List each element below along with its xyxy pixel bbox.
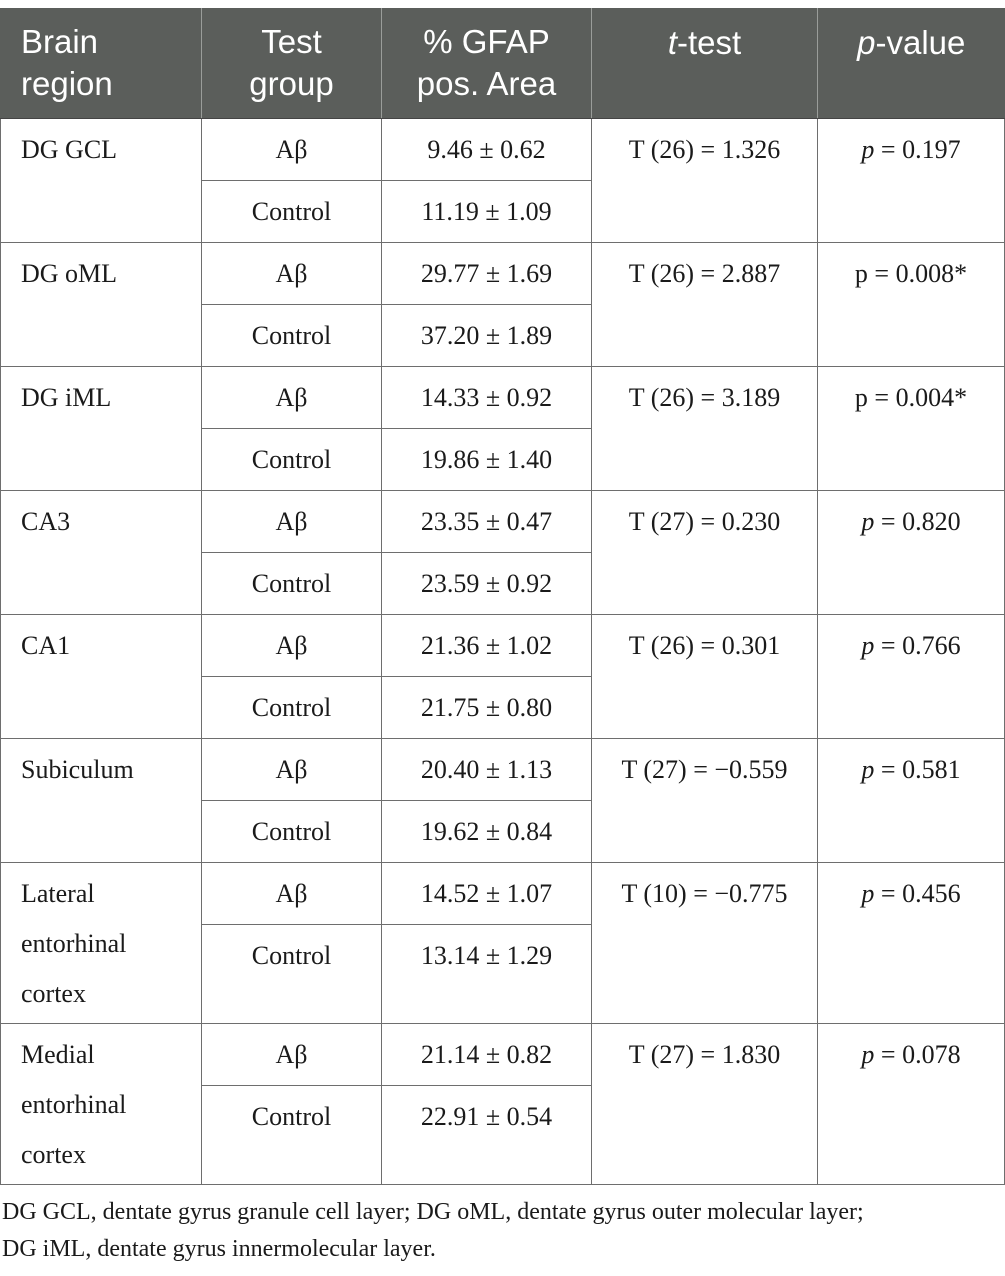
cell-gfap-area: 21.14 ± 0.82 xyxy=(382,1023,592,1085)
cell-test-group: Control xyxy=(202,800,382,862)
cell-test-group: Aβ xyxy=(202,614,382,676)
cell-t-test: T (27) = −0.559 xyxy=(592,738,818,862)
cell-gfap-area: 14.52 ± 1.07 xyxy=(382,862,592,924)
cell-gfap-area: 21.36 ± 1.02 xyxy=(382,614,592,676)
cell-brain-region xyxy=(1,366,202,490)
region-line: entorhinal xyxy=(21,1089,127,1119)
header-brain-word: Brain xyxy=(21,22,99,60)
p-number: = 0.766 xyxy=(874,630,961,660)
table-container xyxy=(0,8,1005,1185)
footnote-line-1: DG GCL, dentate gyrus granule cell layer; DG oML, dentate gyrus outer molecular layer; xyxy=(2,1199,864,1225)
cell-p-value xyxy=(818,490,1005,614)
cell-brain-region xyxy=(1,862,202,1023)
cell-test-group: Aβ xyxy=(202,490,382,552)
cell-test-group: Control xyxy=(202,304,382,366)
cell-gfap-area: 20.40 ± 1.13 xyxy=(382,738,592,800)
cell-brain-region xyxy=(1,118,202,242)
header-gfap-line1: % GFAP xyxy=(423,22,550,60)
table-row xyxy=(1,118,1005,180)
p-symbol: p xyxy=(861,630,875,660)
header-test-word: Test xyxy=(261,22,322,60)
region-line: DG GCL xyxy=(21,134,118,164)
cell-p-value xyxy=(818,614,1005,738)
p-symbol: p xyxy=(861,878,875,908)
cell-test-group: Control xyxy=(202,1085,382,1184)
cell-p-value xyxy=(818,862,1005,1023)
cell-gfap-area: 23.59 ± 0.92 xyxy=(382,552,592,614)
footnote-line-2: DG iML, dentate gyrus innermolecular layer. xyxy=(2,1236,436,1262)
cell-gfap-area: 37.20 ± 1.89 xyxy=(382,304,592,366)
cell-test-group: Control xyxy=(202,180,382,242)
header-t-rest: -test xyxy=(676,24,742,61)
table-row xyxy=(1,738,1005,800)
header-test-group xyxy=(202,8,382,118)
table-row xyxy=(1,862,1005,924)
region-line: DG oML xyxy=(21,258,118,288)
region-line: Subiculum xyxy=(21,754,134,784)
p-number: = 0.820 xyxy=(874,506,961,536)
cell-p-value xyxy=(818,738,1005,862)
cell-t-test: T (10) = −0.775 xyxy=(592,862,818,1023)
cell-test-group: Aβ xyxy=(202,118,382,180)
cell-p-value xyxy=(818,242,1005,366)
cell-t-test: T (26) = 0.301 xyxy=(592,614,818,738)
p-symbol: p xyxy=(861,134,875,164)
p-number: = 0.008* xyxy=(867,258,968,288)
region-line: Lateral xyxy=(21,878,95,908)
table-row xyxy=(1,1023,1005,1085)
cell-gfap-area: 29.77 ± 1.69 xyxy=(382,242,592,304)
p-symbol: p xyxy=(861,1039,875,1069)
cell-test-group: Aβ xyxy=(202,862,382,924)
cell-t-test: T (27) = 0.230 xyxy=(592,490,818,614)
cell-gfap-area: 19.86 ± 1.40 xyxy=(382,428,592,490)
p-symbol: p xyxy=(854,382,868,412)
header-t-test xyxy=(592,8,818,118)
cell-gfap-area: 21.75 ± 0.80 xyxy=(382,676,592,738)
region-line: Medial xyxy=(21,1039,95,1069)
cell-gfap-area: 13.14 ± 1.29 xyxy=(382,924,592,1023)
header-row xyxy=(1,8,1005,118)
p-symbol: p xyxy=(861,754,875,784)
cell-gfap-area: 9.46 ± 0.62 xyxy=(382,118,592,180)
table-row xyxy=(1,366,1005,428)
header-gfap-area xyxy=(382,8,592,118)
p-number: = 0.078 xyxy=(874,1039,961,1069)
cell-test-group: Aβ xyxy=(202,738,382,800)
table-footnote xyxy=(0,1194,1005,1268)
region-line: cortex xyxy=(21,978,86,1008)
header-p-italic: p xyxy=(857,24,876,61)
header-t-italic: t xyxy=(667,24,677,61)
region-line: CA3 xyxy=(21,506,71,536)
cell-brain-region xyxy=(1,738,202,862)
cell-t-test: T (26) = 2.887 xyxy=(592,242,818,366)
cell-gfap-area: 22.91 ± 0.54 xyxy=(382,1085,592,1184)
region-line: cortex xyxy=(21,1139,86,1169)
cell-gfap-area: 14.33 ± 0.92 xyxy=(382,366,592,428)
table-row xyxy=(1,614,1005,676)
table-row xyxy=(1,242,1005,304)
p-number: = 0.456 xyxy=(874,878,961,908)
p-symbol: p xyxy=(861,506,875,536)
cell-gfap-area: 23.35 ± 0.47 xyxy=(382,490,592,552)
p-number: = 0.197 xyxy=(874,134,961,164)
region-line: entorhinal xyxy=(21,928,127,958)
gfap-results-table xyxy=(0,8,1005,1185)
cell-gfap-area: 19.62 ± 0.84 xyxy=(382,800,592,862)
cell-brain-region xyxy=(1,490,202,614)
region-line: DG iML xyxy=(21,382,112,412)
cell-test-group: Control xyxy=(202,924,382,1023)
cell-p-value xyxy=(818,118,1005,242)
cell-test-group: Aβ xyxy=(202,242,382,304)
table-header xyxy=(1,8,1005,118)
header-group-word: group xyxy=(249,64,334,102)
p-number: = 0.004* xyxy=(867,382,968,412)
header-region-word: region xyxy=(21,64,113,102)
table-body xyxy=(1,118,1005,1184)
cell-gfap-area: 11.19 ± 1.09 xyxy=(382,180,592,242)
cell-test-group: Control xyxy=(202,552,382,614)
cell-p-value xyxy=(818,366,1005,490)
cell-test-group: Control xyxy=(202,676,382,738)
cell-t-test: T (26) = 1.326 xyxy=(592,118,818,242)
table-row xyxy=(1,490,1005,552)
cell-test-group: Aβ xyxy=(202,1023,382,1085)
header-brain-region xyxy=(1,8,202,118)
cell-brain-region xyxy=(1,1023,202,1184)
cell-brain-region xyxy=(1,614,202,738)
cell-brain-region xyxy=(1,242,202,366)
region-line: CA1 xyxy=(21,630,71,660)
cell-t-test: T (27) = 1.830 xyxy=(592,1023,818,1184)
header-gfap-line2: pos. Area xyxy=(416,64,557,102)
header-p-rest: -value xyxy=(875,24,966,61)
cell-test-group: Aβ xyxy=(202,366,382,428)
cell-t-test: T (26) = 3.189 xyxy=(592,366,818,490)
cell-p-value xyxy=(818,1023,1005,1184)
p-symbol: p xyxy=(854,258,868,288)
cell-test-group: Control xyxy=(202,428,382,490)
p-number: = 0.581 xyxy=(874,754,961,784)
header-p-value xyxy=(818,8,1005,118)
